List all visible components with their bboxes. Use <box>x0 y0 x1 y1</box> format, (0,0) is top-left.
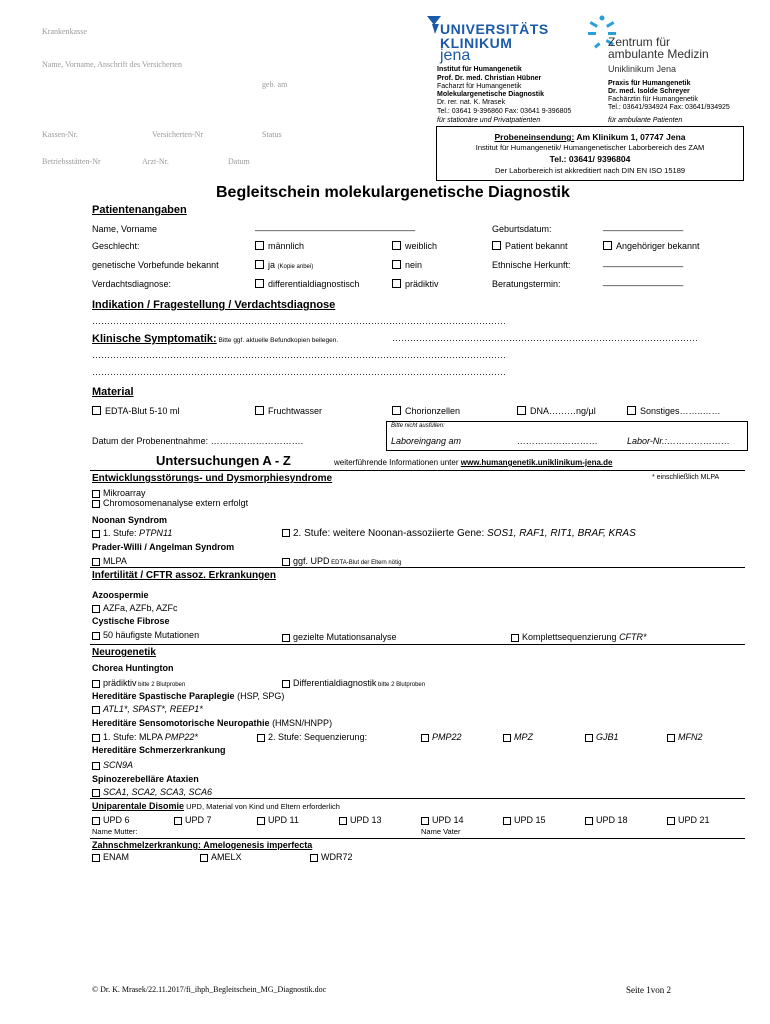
name-label: Name, Vorname <box>92 224 158 234</box>
checkbox-label: männlich <box>268 241 305 251</box>
noonan-stufe1-checkbox[interactable] <box>92 528 172 538</box>
checkbox-label: ggf. UPD <box>293 556 330 566</box>
praediktiv-checkbox[interactable] <box>392 279 439 289</box>
vorbefunde-label: genetische Vorbefunde bekannt <box>92 260 219 270</box>
checkbox-icon <box>255 241 264 250</box>
section-divider <box>90 470 745 471</box>
checkbox-icon <box>255 260 264 269</box>
hsp-line <box>92 691 284 701</box>
checkbox-icon <box>92 789 100 797</box>
chorea-praediktiv-checkbox[interactable] <box>92 678 185 688</box>
checkbox-label: AMELX <box>211 852 242 862</box>
checkbox-icon <box>92 605 100 613</box>
probeneinsendung-phone: Tel.: 03641/ 9396804 <box>549 154 631 164</box>
footer-copyright: © Dr. K. Mrasek/22.11.2017/fi_ihph_Begleitschein_MG_Diagnostik.doc <box>92 985 327 994</box>
amelx-checkbox[interactable] <box>200 852 242 862</box>
laboreingang-field: ……………………… <box>517 436 598 446</box>
wdr72-checkbox[interactable] <box>310 852 353 862</box>
kassen-nr-label: Kassen-Nr. <box>42 130 78 139</box>
checkbox-label: prädiktiv <box>103 678 137 688</box>
probeneinsendung-address: Am Klinikum 1, 07747 Jena <box>574 132 686 142</box>
probeneinsendung-title: Probeneinsendung: <box>494 132 575 142</box>
checkbox-icon <box>392 260 401 269</box>
institute-line: Facharzt für Humangenetik <box>437 83 522 90</box>
institute-line: Dr. rer. nat. K. Mrasek <box>437 99 506 106</box>
checkbox-icon <box>255 406 264 415</box>
upd6-checkbox[interactable] <box>92 815 130 825</box>
praxis-phone: Tel.: 03641/934924 Fax: 03641/934925 <box>608 104 730 111</box>
upd13-checkbox[interactable] <box>339 815 382 825</box>
differential-checkbox[interactable] <box>255 279 359 289</box>
disomie-heading: Uniparentale Disomie <box>92 801 185 811</box>
section-divider <box>90 644 745 645</box>
sonstiges-checkbox[interactable] <box>627 406 721 416</box>
upd21-checkbox[interactable] <box>667 815 710 825</box>
krankenkasse-label: Krankenkasse <box>42 27 87 36</box>
hmsn-line <box>92 718 332 728</box>
neurogenetik-heading: Neurogenetik <box>92 647 156 658</box>
checkbox-icon <box>517 406 526 415</box>
checkbox-label: differentialdiagnostisch <box>268 279 360 289</box>
checkbox-icon <box>627 406 636 415</box>
checkbox-label: weiblich <box>405 241 438 251</box>
gene-name: MFN2 <box>678 732 703 742</box>
name-mutter-field[interactable]: Name Mutter: <box>92 827 138 836</box>
symptomatik-field-3[interactable]: ………………………………………………………………………………………………………………………… <box>92 367 506 377</box>
scn9a-checkbox[interactable] <box>92 760 133 770</box>
checkbox-label: 2. Stufe: Sequenzierung: <box>268 732 368 742</box>
herkunft-label: Ethnische Herkunft: <box>492 260 571 270</box>
checkbox-icon <box>282 634 290 642</box>
blood-note: bitte 2 Blutproben <box>136 682 186 688</box>
pmp22-checkbox[interactable] <box>421 732 462 742</box>
upd18-checkbox[interactable] <box>585 815 628 825</box>
checkbox-icon <box>92 530 100 538</box>
checkbox-icon <box>92 632 100 640</box>
checkbox-icon <box>92 500 100 508</box>
symptomatik-field-2[interactable]: ………………………………………………………………………………………………………………………… <box>92 350 506 360</box>
info-text: weiterführende Informationen unter <box>334 458 461 467</box>
checkbox-icon <box>585 817 593 825</box>
untersuchungen-heading: Untersuchungen A - Z <box>156 453 291 468</box>
checkbox-icon <box>585 734 593 742</box>
checkbox-label: Chromosomenanalyse extern erfolgt <box>103 498 249 508</box>
angehoeriger-checkbox[interactable] <box>603 241 700 251</box>
geb-am-label: geb. am <box>262 80 288 89</box>
checkbox-label: ja <box>268 260 276 270</box>
checkbox-icon <box>92 558 100 566</box>
hsp-heading: Hereditäre Spastische Paraplegie <box>92 691 235 701</box>
geschlecht-label: Geschlecht: <box>92 241 140 251</box>
gene-list: SOS1, RAF1, RIT1, BRAF, KRAS <box>487 528 636 539</box>
labor-nr-field: Labor-Nr.:………………… <box>627 436 731 446</box>
zam-logo-line1: Zentrum für <box>608 35 671 49</box>
section-divider <box>90 838 745 839</box>
upd-note: EDTA-Blut der Eltern nötig <box>329 560 402 566</box>
symptomatik-line <box>92 333 338 345</box>
blood-note: bitte 2 Blutproben <box>376 682 426 688</box>
noonan-heading: Noonan Syndrom <box>92 515 168 525</box>
checkbox-label: ENAM <box>103 852 130 862</box>
hmsn-heading: Hereditäre Sensomotorische Neuropathie <box>92 718 270 728</box>
beratungstermin-label: Beratungstermin: <box>492 279 561 289</box>
mfn2-checkbox[interactable] <box>667 732 703 742</box>
indikation-field[interactable]: ………………………………………………………………………………………………………………………… <box>92 316 506 326</box>
weiblich-checkbox[interactable] <box>392 241 437 251</box>
upd7-checkbox[interactable] <box>174 815 212 825</box>
herkunft-field[interactable]: ________________ <box>603 257 684 267</box>
checkbox-icon <box>92 490 100 498</box>
versicherten-nr-label: Versicherten-Nr <box>152 130 204 139</box>
geburtsdatum-label: Geburtsdatum: <box>492 224 552 234</box>
checkbox-label: WDR72 <box>321 852 353 862</box>
checkbox-icon <box>282 529 290 537</box>
checkbox-icon <box>503 734 511 742</box>
geburtsdatum-field[interactable]: ________________ <box>603 221 684 231</box>
azoospermie-heading: Azoospermie <box>92 590 149 600</box>
zam-logo-line3: Uniklinikum Jena <box>608 64 677 74</box>
prader-heading: Prader-Willi / Angelman Syndrom <box>92 542 235 552</box>
section-divider <box>90 798 745 799</box>
checkbox-icon <box>392 241 401 250</box>
checkbox-icon <box>667 734 675 742</box>
checkbox-label: Fruchtwasser <box>268 406 323 416</box>
checkbox-label: UPD 21 <box>678 815 710 825</box>
entwicklung-heading: Entwicklungsstörungs- und Dysmorphiesyndrome <box>92 473 333 484</box>
disomie-note: UPD, Material von Kind und Eltern erforderlich <box>184 802 340 811</box>
bitte-nicht-note: Bitte nicht ausfüllen: <box>391 423 445 429</box>
checkbox-label: MLPA <box>103 556 127 566</box>
vorbefunde-ja-checkbox[interactable] <box>255 260 313 270</box>
dna-checkbox[interactable] <box>517 406 596 416</box>
betriebsstaetten-nr-label: Betriebsstätten-Nr <box>42 157 101 166</box>
checkbox-icon <box>339 817 347 825</box>
hsp-abbr: (HSP, SPG) <box>234 691 285 701</box>
checkbox-icon <box>667 817 675 825</box>
lab-only-box <box>386 421 748 451</box>
checkbox-icon <box>511 634 519 642</box>
checkbox-icon <box>257 734 265 742</box>
gene-name: CFTR* <box>619 632 647 642</box>
mpz-checkbox[interactable] <box>503 732 533 742</box>
chorea-heading: Chorea Huntington <box>92 663 174 673</box>
checkbox-icon <box>92 680 100 688</box>
zahn-heading: Zahnschmelzerkrankung: Amelogenesis imperfecta <box>92 840 313 850</box>
noonan-stufe2-checkbox[interactable] <box>282 528 636 539</box>
probeneinsendung-institute: Institut für Humangenetik/ Humangenetischer Laborbereich des ZAM <box>475 143 705 152</box>
checkbox-label: Differentialdiagnostik <box>293 678 377 688</box>
institute-head: Prof. Dr. med. Christian Hübner <box>437 75 542 82</box>
prader-mlpa-checkbox[interactable] <box>92 556 127 566</box>
chromosomen-checkbox[interactable] <box>92 498 248 508</box>
checkbox-icon <box>200 854 208 862</box>
uk-logo-line2: KLINIKUM <box>440 35 513 51</box>
upd11-checkbox[interactable] <box>257 815 299 825</box>
checkbox-icon <box>603 241 612 250</box>
institute-line: Molekulargenetische Diagnostik <box>437 91 544 98</box>
checkbox-label: gezielte Mutationsanalyse <box>293 632 397 642</box>
page-number: Seite 1von 2 <box>626 985 671 995</box>
checkbox-label: EDTA-Blut 5-10 ml <box>105 406 180 416</box>
chorea-differential-checkbox[interactable] <box>282 678 425 688</box>
kopie-note: (Kopie anbei) <box>277 264 314 270</box>
checkbox-label: Patient bekannt <box>505 241 568 251</box>
hmsn-stufe1-checkbox[interactable] <box>92 732 198 742</box>
cf-heading: Cystische Fibrose <box>92 616 170 626</box>
gene-name: SCN9A <box>103 760 134 770</box>
institute-line: für stationäre und Privatpatienten <box>437 117 541 124</box>
checkbox-label: 2. Stufe: weitere Noonan-assoziierte Gene: <box>293 528 487 539</box>
checkbox-icon <box>92 706 100 714</box>
praxis-line: Praxis für Humangenetik <box>608 80 691 87</box>
patient-heading: Patientenangaben <box>92 204 187 216</box>
upd15-checkbox[interactable] <box>503 815 546 825</box>
checkbox-label: 1. Stufe: MLPA <box>103 732 165 742</box>
status-label: Status <box>262 130 282 139</box>
schmerz-heading: Hereditäre Schmerzerkrankung <box>92 745 226 755</box>
edta-checkbox[interactable] <box>92 406 179 416</box>
section-divider <box>90 567 745 568</box>
arzt-nr-label: Arzt-Nr. <box>142 157 169 166</box>
mlpa-note: * einschließlich MLPA <box>652 474 720 481</box>
checkbox-label: nein <box>405 260 423 270</box>
info-line <box>334 458 612 467</box>
checkbox-icon <box>92 734 100 742</box>
checkbox-label: UPD 13 <box>350 815 382 825</box>
patient-bekannt-checkbox[interactable] <box>492 241 568 251</box>
fruchtwasser-checkbox[interactable] <box>255 406 322 416</box>
gene-name: PMP22* <box>164 732 198 742</box>
hmsn-stufe2-checkbox[interactable] <box>257 732 367 742</box>
gene-list: SCA1, SCA2, SCA3, SCA6 <box>103 787 213 797</box>
infertilitaet-heading: Infertilität / CFTR assoz. Erkrankungen <box>92 570 276 581</box>
gene-name: MPZ <box>514 732 533 742</box>
checkbox-icon <box>282 680 290 688</box>
gene-name: PTPN11 <box>139 528 173 538</box>
website-link[interactable]: www.humangenetik.uniklinikum-jena.de <box>460 458 613 467</box>
checkbox-label: UPD 6 <box>103 815 130 825</box>
upd14-checkbox[interactable] <box>421 815 464 825</box>
checkbox-label: UPD 18 <box>596 815 628 825</box>
versicherter-label: Name, Vorname, Anschrift des Versicherten <box>42 60 182 69</box>
symptomatik-field-1[interactable]: ………………………………………………………………………………………… <box>392 333 698 343</box>
checkbox-label: Mikroarray <box>103 488 146 498</box>
uk-logo-line1: UNIVERSITÄTS <box>440 21 549 37</box>
checkbox-label: prädiktiv <box>405 279 439 289</box>
checkbox-icon <box>492 241 501 250</box>
checkbox-label: 50 häufigste Mutationen <box>103 630 200 640</box>
checkbox-icon <box>92 762 100 770</box>
azf-checkbox[interactable] <box>92 603 178 613</box>
probeneinsendung-title-line <box>437 132 743 142</box>
gene-list: ATL1*, SPAST*, REEP1* <box>103 704 203 714</box>
checkbox-icon <box>310 854 318 862</box>
checkbox-icon <box>255 279 264 288</box>
zam-logo-line2: ambulante Medizin <box>608 47 709 61</box>
vorbefunde-nein-checkbox[interactable] <box>392 260 422 270</box>
institute-line: Institut für Humangenetik <box>437 66 522 73</box>
mutationen-checkbox[interactable] <box>92 630 199 640</box>
gene-name: PMP22 <box>432 732 462 742</box>
checkbox-label: DNA………ng/µl <box>530 406 596 416</box>
beratungstermin-field[interactable]: ________________ <box>603 276 684 286</box>
checkbox-label: 1. Stufe: <box>103 528 140 538</box>
symptomatik-note: Bitte ggf. aktuelle Befundkopien beilegen. <box>216 337 339 344</box>
maennlich-checkbox[interactable] <box>255 241 304 251</box>
prader-upd-checkbox[interactable] <box>282 556 401 566</box>
checkbox-icon <box>257 817 265 825</box>
disomie-line <box>92 801 340 811</box>
name-vater-field[interactable]: Name Vater <box>421 827 461 836</box>
praxis-line: für ambulante Patienten <box>608 117 683 124</box>
laboreingang-label: Laboreingang am <box>391 436 462 446</box>
checkbox-icon <box>503 817 511 825</box>
checkbox-icon <box>421 734 429 742</box>
material-heading: Material <box>92 386 134 398</box>
verdachtsdiagnose-label: Verdachtsdiagnose: <box>92 279 172 289</box>
checkbox-label: UPD 11 <box>268 815 299 825</box>
gjb1-checkbox[interactable] <box>585 732 619 742</box>
checkbox-icon <box>92 854 100 862</box>
checkbox-label: UPD 7 <box>185 815 212 825</box>
gene-name: GJB1 <box>596 732 619 742</box>
uk-logo-line3: jena <box>440 47 471 64</box>
enam-checkbox[interactable] <box>92 852 129 862</box>
symptomatik-heading: Klinische Symptomatik: <box>92 333 217 345</box>
checkbox-icon <box>421 817 429 825</box>
institute-phone: Tel.: 03641 9-396860 Fax: 03641 9-396805 <box>437 108 572 115</box>
checkbox-label: Sonstiges……..…… <box>640 406 721 416</box>
datum-label: Datum <box>228 157 250 166</box>
probeneinsendung-box <box>436 126 744 181</box>
name-field[interactable]: ________________________________ <box>255 221 416 231</box>
checkbox-label: UPD 14 <box>432 815 464 825</box>
checkbox-icon <box>392 406 401 415</box>
akkreditierung-note: Der Laborbereich ist akkreditiert nach DIN EN ISO 15189 <box>494 166 686 175</box>
gezielte-checkbox[interactable] <box>282 632 397 642</box>
checkbox-icon <box>92 406 101 415</box>
sca-checkbox[interactable] <box>92 787 212 797</box>
mikroarray-checkbox[interactable] <box>92 488 146 498</box>
checkbox-label: AZFa, AZFb, AZFc <box>103 603 178 613</box>
indikation-heading: Indikation / Fragestellung / Verdachtsdiagnose <box>92 299 336 311</box>
checkbox-icon <box>282 558 290 566</box>
checkbox-icon <box>92 817 100 825</box>
praxis-line: Fachärztin für Humangenetik <box>608 96 698 103</box>
checkbox-icon <box>392 279 401 288</box>
hmsn-abbr: (HMSN/HNPP) <box>269 718 333 728</box>
checkbox-label: Komplettsequenzierung <box>522 632 620 642</box>
praxis-head: Dr. med. Isolde Schreyer <box>608 88 690 95</box>
chorionzellen-checkbox[interactable] <box>392 406 460 416</box>
checkbox-label: Chorionzellen <box>405 406 461 416</box>
probenentnahme-field[interactable]: Datum der Probenentnahme: …………………………. <box>92 436 304 446</box>
checkbox-label: UPD 15 <box>514 815 546 825</box>
checkbox-label: Angehöriger bekannt <box>616 241 700 251</box>
komplett-checkbox[interactable] <box>511 632 647 642</box>
page-title: Begleitschein molekulargenetische Diagnostik <box>216 184 570 201</box>
sca-heading: Spinozerebelläre Ataxien <box>92 774 199 784</box>
hsp-checkbox[interactable] <box>92 704 203 714</box>
checkbox-icon <box>174 817 182 825</box>
